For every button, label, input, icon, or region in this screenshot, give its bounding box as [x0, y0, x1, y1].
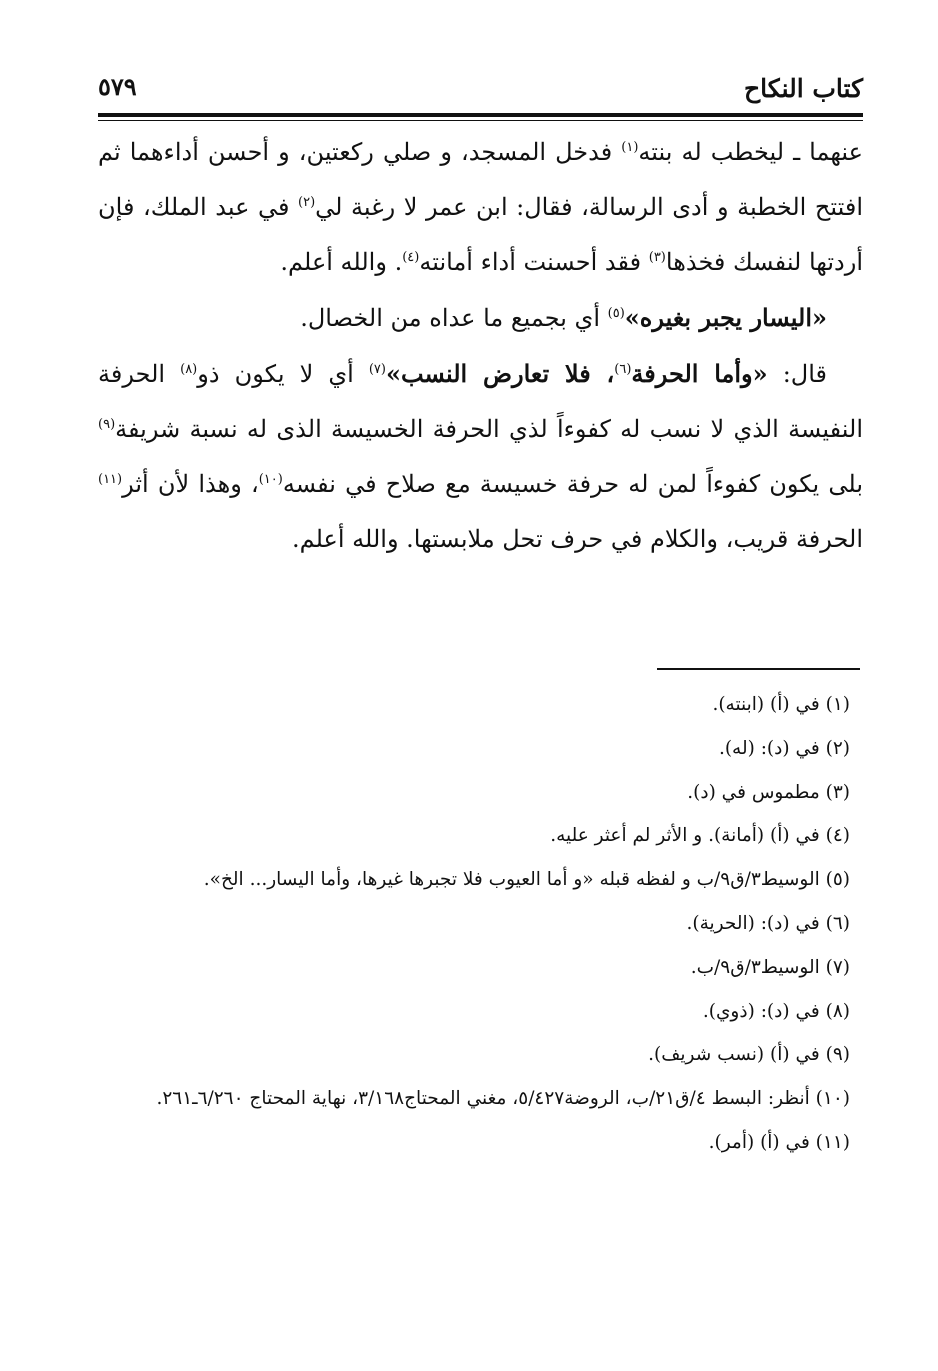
paragraph-3 [98, 346, 863, 567]
footnote-3: (٣) مطموس في (د). [687, 781, 850, 803]
footnote-ref-4: (٤) [402, 250, 420, 265]
footnote-separator [657, 668, 860, 670]
running-head [98, 70, 863, 110]
paragraph-2 [98, 290, 863, 346]
quoted-matn: ، فلا تعارض النسب» [385, 359, 615, 388]
footnote-2: (٢) في (د): (له). [718, 737, 850, 759]
footnote-ref-6: (٦) [614, 362, 632, 377]
footnote-ref-2: (٢) [298, 195, 316, 210]
footnote-9: (٩) في (أ) (نسب شريف). [648, 1044, 850, 1066]
paragraph-1 [98, 125, 863, 290]
text-run: أي بجميع ما عداه من الخصال. [300, 304, 608, 332]
page-number: ٥٧٩ [98, 72, 137, 101]
footnote-11: (١١) في (أ) (أمر). [708, 1131, 850, 1153]
quoted-matn: «وأما الحرفة [631, 359, 768, 388]
footnote-ref-3: (٣) [648, 250, 666, 265]
running-title: كتاب النكاح [744, 74, 863, 103]
footnote-ref-5: (٥) [607, 306, 625, 321]
footnote-ref-9: (٩) [98, 417, 116, 432]
quoted-matn: «اليسار يجبر بغيره» [624, 303, 827, 332]
main-text [98, 125, 863, 567]
text-run: فدخل المسجد، و صلي ركعتين، و أحسن أداءهما ثم افتتح الخطبة و أدى الرسالة، فقال: ابن عمر لا رغبة لي [98, 138, 864, 221]
footnote-ref-1: (١) [621, 140, 639, 155]
footnote-1: (١) في (أ) (ابنته). [712, 694, 850, 715]
footnote-ref-10: (١٠) [258, 472, 283, 487]
footnote-4: (٤) في (أ) (أمانة). و الأثر لم أعثر عليه. [550, 825, 850, 847]
footnote-7: (٧) الوسيط٣/ق٩/ب. [690, 956, 850, 978]
footnote-6: (٦) في (د): (الحرية). [686, 912, 850, 934]
text-run: عنهما ـ ليخطب له بنته [638, 138, 863, 166]
footnote-10: (١٠) أنظر: البسط ٤/ق٢١/ب، الروضة٥/٤٢٧، مغني المحتاج٣/١٦٨، نهاية المحتاج ٦/٢٦٠ـ٢٦١. [156, 1088, 850, 1110]
footnote-ref-7: (٧) [368, 362, 386, 377]
footnote-ref-8: (٨) [180, 362, 198, 377]
text-run: ، وهذا لأن أثر [122, 470, 259, 498]
text-run: في عبد الملك، فإن أردتها لنفسك فخذها [98, 193, 863, 276]
footnotes-list [98, 683, 850, 1165]
text-run: فقد أحسنت أداء أمانته [419, 248, 649, 276]
footnote-8: (٨) في (د): (ذوي). [702, 1000, 850, 1022]
footnote-5: (٥) الوسيط٣/ق٩/ب و لفظه قبله «و أما العيوب فلا تجبرها غيرها، وأما اليسار... الخ». [203, 869, 850, 891]
text-run: الحرفة قريب، والكلام في حرف تحل ملابستها. والله أعلم. [291, 525, 863, 553]
text-run: بلى يكون كفوءاً لمن له حرفة خسيسة مع صلاح في نفسه [282, 470, 863, 498]
text-run: أي لا يكون ذو [197, 360, 369, 388]
header-double-rule [98, 113, 863, 121]
footnote-ref-11: (١١) [98, 472, 123, 487]
text-run: . والله أعلم. [280, 248, 403, 276]
text-run: الحرفة النفيسة الذي لا نسب له كفوءاً لذي الحرفة الخسيسة الذى له نسبة شريفة [98, 360, 863, 443]
text-run: قال: [767, 360, 828, 388]
